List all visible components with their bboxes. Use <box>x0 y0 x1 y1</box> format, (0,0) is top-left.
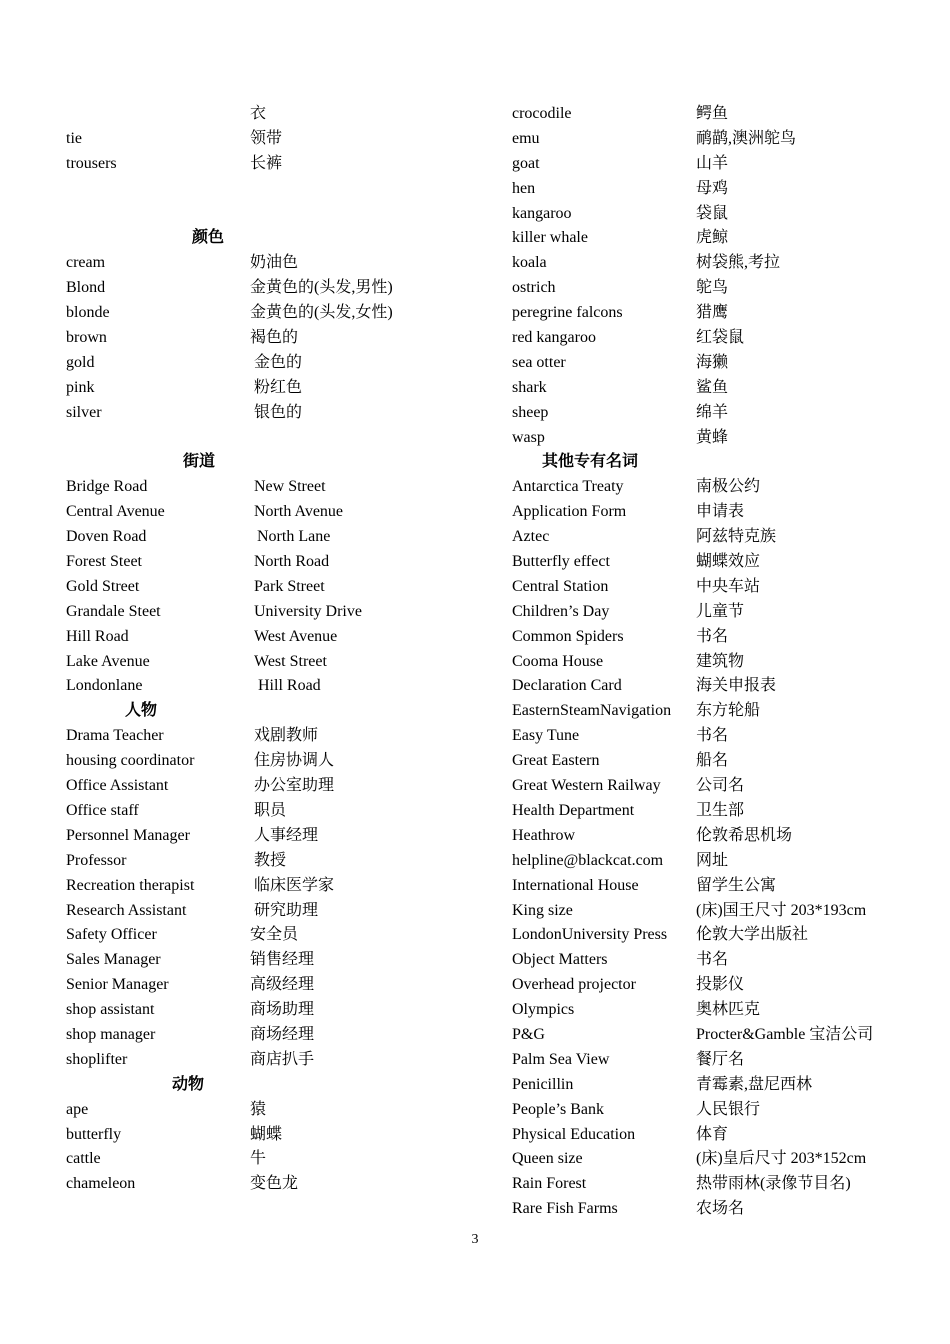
vocab-row <box>512 650 932 675</box>
chinese-term: 公司名 <box>696 777 745 795</box>
vocab-row <box>512 1098 932 1123</box>
chinese-term: 教授 <box>254 851 287 869</box>
vocab-row <box>512 923 932 948</box>
chinese-term: 职员 <box>254 801 287 819</box>
chinese-term: 南极公约 <box>696 478 761 496</box>
vocab-row <box>66 874 466 899</box>
chinese-term: New Street <box>254 478 326 496</box>
chinese-term: 船名 <box>696 752 729 770</box>
english-term: Aztec <box>512 528 550 546</box>
english-term: tie <box>66 129 82 147</box>
english-term: Rain Forest <box>512 1175 587 1193</box>
english-term: sea otter <box>512 353 566 371</box>
english-term: Doven Road <box>66 528 147 546</box>
english-term: Easy Tune <box>512 727 580 745</box>
chinese-term: 伦敦希思机场 <box>696 826 793 844</box>
chinese-term: 褐色的 <box>250 329 299 347</box>
english-term: crocodile <box>512 105 572 122</box>
vocab-row <box>512 600 932 625</box>
english-term: hen <box>512 179 536 197</box>
right-column <box>512 102 932 1222</box>
english-term: Forest Steet <box>66 553 142 571</box>
english-term: Recreation therapist <box>66 876 195 894</box>
vocab-row <box>512 824 932 849</box>
english-term: koala <box>512 254 547 272</box>
english-term: People’s Bank <box>512 1100 604 1118</box>
english-term: brown <box>66 329 107 347</box>
vocab-row <box>66 1023 466 1048</box>
chinese-term: 书名 <box>696 951 729 969</box>
vocab-row <box>66 724 466 749</box>
vocab-row <box>512 1073 932 1098</box>
chinese-term: West Avenue <box>254 627 338 645</box>
english-term: Research Assistant <box>66 901 187 919</box>
english-term: Londonlane <box>66 677 143 695</box>
vocab-row <box>512 351 932 376</box>
english-term: trousers <box>66 154 117 172</box>
vocab-row <box>512 1048 932 1073</box>
vocab-row <box>512 177 932 202</box>
chinese-term: 蝴蝶效应 <box>696 553 761 571</box>
english-term: Safety Officer <box>66 926 157 944</box>
vocab-row <box>512 849 932 874</box>
chinese-term: 虎鲸 <box>696 229 729 247</box>
chinese-term: 猎鹰 <box>696 304 729 322</box>
vocab-row <box>512 301 932 326</box>
vocab-row <box>512 475 932 500</box>
chinese-term: 衣 <box>250 105 267 122</box>
vocab-row <box>512 998 932 1023</box>
english-term: shop manager <box>66 1025 156 1043</box>
vocab-row <box>512 724 932 749</box>
chinese-term: 鳄鱼 <box>696 105 729 122</box>
english-term: red kangaroo <box>512 329 596 347</box>
english-term: Penicillin <box>512 1075 574 1093</box>
chinese-term: 奥林匹克 <box>696 1001 761 1019</box>
english-term: gold <box>66 353 95 371</box>
chinese-term: 安全员 <box>250 926 299 944</box>
vocab-row <box>66 774 466 799</box>
english-term: Rare Fish Farms <box>512 1200 618 1218</box>
english-term: Grandale Steet <box>66 602 161 620</box>
vocab-row <box>66 500 466 525</box>
chinese-term: 卫生部 <box>696 801 745 819</box>
english-term: helpline@blackcat.com <box>512 851 664 869</box>
vocab-row <box>66 824 466 849</box>
section-heading-row <box>66 226 466 251</box>
english-term: pink <box>66 378 95 396</box>
chinese-term: North Avenue <box>254 503 344 521</box>
english-term: Great Western Railway <box>512 777 661 795</box>
chinese-term: 农场名 <box>696 1200 745 1218</box>
chinese-term: 鲨鱼 <box>696 378 729 396</box>
chinese-term: 金色的 <box>254 353 303 371</box>
vocab-row <box>66 525 466 550</box>
vocab-row <box>512 376 932 401</box>
chinese-term: 书名 <box>696 727 729 745</box>
vocab-row <box>66 326 466 351</box>
chinese-term: 住房协调人 <box>254 752 335 770</box>
english-term: ostrich <box>512 279 556 297</box>
english-term: King size <box>512 901 573 919</box>
english-term: silver <box>66 403 102 421</box>
chinese-term: 树袋熊,考拉 <box>696 254 781 272</box>
chinese-term: 蝴蝶 <box>250 1125 283 1143</box>
english-term: Lake Avenue <box>66 652 150 670</box>
english-term: Hill Road <box>66 627 129 645</box>
english-term: shoplifter <box>66 1050 128 1068</box>
english-term: Bridge Road <box>66 478 148 496</box>
chinese-term: 热带雨林(录像节目名) <box>696 1175 851 1193</box>
vocab-row <box>66 276 466 301</box>
vocab-row <box>512 1197 932 1222</box>
chinese-term: 商场经理 <box>250 1025 315 1043</box>
section-heading-row <box>66 1073 466 1098</box>
vocab-row <box>512 226 932 251</box>
vocab-row <box>66 674 466 699</box>
vocab-row <box>512 550 932 575</box>
left-column <box>66 102 466 1197</box>
chinese-term: 变色龙 <box>250 1175 299 1193</box>
vocab-row <box>66 575 466 600</box>
english-term: P&G <box>512 1025 545 1043</box>
vocab-row <box>66 127 466 152</box>
vocab-row <box>512 401 932 426</box>
vocab-row <box>66 401 466 426</box>
chinese-term: 银色的 <box>254 403 303 421</box>
vocab-row <box>66 749 466 774</box>
english-term: Object Matters <box>512 951 608 969</box>
vocab-row <box>512 699 932 724</box>
vocab-row <box>512 749 932 774</box>
blank-row <box>66 177 466 202</box>
section-heading: 人物 <box>125 702 158 720</box>
vocab-row <box>512 899 932 924</box>
vocab-row <box>66 251 466 276</box>
english-term: Senior Manager <box>66 976 169 994</box>
chinese-term: 儿童节 <box>696 602 745 620</box>
blank-row <box>66 202 466 227</box>
vocab-row <box>512 127 932 152</box>
english-term: emu <box>512 129 540 147</box>
chinese-term: 鸵鸟 <box>696 279 729 297</box>
vocab-row <box>512 774 932 799</box>
chinese-term: 长裤 <box>250 154 283 172</box>
vocab-row <box>512 625 932 650</box>
english-term: cream <box>66 254 106 272</box>
english-term: Professor <box>66 851 127 869</box>
section-heading-row <box>512 450 932 475</box>
vocab-row <box>66 799 466 824</box>
english-term: Great Eastern <box>512 752 600 770</box>
english-term: LondonUniversity Press <box>512 926 668 944</box>
chinese-term: 东方轮船 <box>696 702 761 720</box>
english-term: shark <box>512 378 547 396</box>
vocab-row <box>512 575 932 600</box>
vocab-row <box>66 1098 466 1123</box>
chinese-term: 黄蜂 <box>696 428 729 446</box>
english-term: Heathrow <box>512 826 576 844</box>
english-term: blonde <box>66 304 110 322</box>
english-term: Olympics <box>512 1001 575 1019</box>
english-term: Declaration Card <box>512 677 622 695</box>
english-term: butterfly <box>66 1125 122 1143</box>
chinese-term: West Street <box>254 652 327 670</box>
vocab-row <box>512 102 932 127</box>
vocab-row <box>66 849 466 874</box>
vocab-row <box>66 1048 466 1073</box>
vocab-row <box>66 998 466 1023</box>
vocab-row <box>512 525 932 550</box>
vocab-row <box>512 152 932 177</box>
english-term: shop assistant <box>66 1001 155 1019</box>
chinese-term: 体育 <box>696 1125 729 1143</box>
chinese-term: 牛 <box>250 1150 267 1168</box>
section-heading-row <box>66 450 466 475</box>
chinese-term: 餐厅名 <box>696 1050 745 1068</box>
chinese-term: 人事经理 <box>254 826 319 844</box>
chinese-term: Hill Road <box>258 677 321 695</box>
chinese-term: 中央车站 <box>696 577 761 595</box>
vocab-row <box>66 351 466 376</box>
chinese-term: 山羊 <box>696 154 729 172</box>
english-term: Cooma House <box>512 652 604 670</box>
chinese-term: (床)皇后尺寸 203*152cm <box>696 1150 867 1168</box>
english-term: wasp <box>512 428 545 446</box>
chinese-term: 书名 <box>696 627 729 645</box>
vocab-row <box>512 1172 932 1197</box>
vocab-row <box>512 1123 932 1148</box>
vocab-row <box>66 1147 466 1172</box>
chinese-term: Park Street <box>254 577 325 595</box>
vocab-row <box>66 973 466 998</box>
chinese-term: 袋鼠 <box>696 204 729 222</box>
vocab-row <box>66 550 466 575</box>
section-heading-row <box>66 699 466 724</box>
chinese-term: 鸸鹋,澳洲鸵鸟 <box>696 129 797 147</box>
vocab-row <box>512 948 932 973</box>
chinese-term: 奶油色 <box>250 254 299 272</box>
chinese-term: 网址 <box>696 851 729 869</box>
section-heading: 街道 <box>183 453 216 471</box>
english-term: Overhead projector <box>512 976 636 994</box>
section-heading: 动物 <box>172 1075 205 1093</box>
vocab-row <box>66 1123 466 1148</box>
chinese-term: (床)国王尺寸 203*193cm <box>696 901 867 919</box>
english-term: Children’s Day <box>512 602 610 620</box>
english-term: EasternSteamNavigation <box>512 702 672 720</box>
chinese-term: 销售经理 <box>250 951 315 969</box>
chinese-term: 金黄色的(头发,男性) <box>250 279 393 297</box>
english-term: goat <box>512 154 540 172</box>
vocab-row <box>512 1023 932 1048</box>
vocab-row <box>512 1147 932 1172</box>
vocab-row <box>512 276 932 301</box>
vocab-row <box>66 923 466 948</box>
english-term: Physical Education <box>512 1125 636 1143</box>
section-heading: 颜色 <box>192 229 225 247</box>
blank-row <box>66 426 466 451</box>
chinese-term: University Drive <box>254 602 362 620</box>
english-term: Common Spiders <box>512 627 624 645</box>
vocab-row <box>512 874 932 899</box>
chinese-term: 粉红色 <box>254 378 303 396</box>
english-term: Blond <box>66 279 106 297</box>
english-term: cattle <box>66 1150 101 1168</box>
vocab-row <box>66 1172 466 1197</box>
chinese-term: 海獭 <box>696 353 729 371</box>
section-heading: 其他专有名词 <box>542 453 639 471</box>
chinese-term: 猿 <box>250 1100 267 1118</box>
english-term: Gold Street <box>66 577 140 595</box>
vocab-row <box>512 202 932 227</box>
vocab-row <box>66 600 466 625</box>
chinese-term: 商场助理 <box>250 1001 315 1019</box>
vocab-row <box>66 650 466 675</box>
english-term: Sales Manager <box>66 951 161 969</box>
chinese-term: North Lane <box>257 528 331 546</box>
english-term: Butterfly effect <box>512 553 610 571</box>
chinese-term: North Road <box>254 553 330 571</box>
chinese-term: 伦敦大学出版社 <box>696 926 809 944</box>
vocab-row <box>512 251 932 276</box>
chinese-term: 领带 <box>250 129 283 147</box>
vocab-row <box>66 301 466 326</box>
vocab-row <box>66 625 466 650</box>
vocab-row <box>512 799 932 824</box>
english-term: housing coordinator <box>66 752 195 770</box>
vocab-row <box>512 500 932 525</box>
vocab-row <box>512 426 932 451</box>
english-term: Personnel Manager <box>66 826 190 844</box>
chinese-term: 绵羊 <box>696 403 729 421</box>
chinese-term: 研究助理 <box>254 901 319 919</box>
english-term: killer whale <box>512 229 588 247</box>
english-term: Central Avenue <box>66 503 165 521</box>
chinese-term: 商店扒手 <box>250 1050 315 1068</box>
english-term: Antarctica Treaty <box>512 478 624 496</box>
chinese-term: 金黄色的(头发,女性) <box>250 304 393 322</box>
english-term: Palm Sea View <box>512 1050 610 1068</box>
vocab-row <box>66 102 466 127</box>
chinese-term: 海关申报表 <box>696 677 777 695</box>
chinese-term: 申请表 <box>696 503 745 521</box>
chinese-term: 临床医学家 <box>254 876 335 894</box>
vocab-row <box>512 326 932 351</box>
vocab-row <box>66 376 466 401</box>
english-term: Office staff <box>66 801 139 819</box>
english-term: Office Assistant <box>66 777 169 795</box>
english-term: Central Station <box>512 577 609 595</box>
vocab-row <box>66 475 466 500</box>
chinese-term: 阿兹特克族 <box>696 528 777 546</box>
vocab-row <box>66 899 466 924</box>
english-term: peregrine falcons <box>512 304 623 322</box>
chinese-term: 红袋鼠 <box>696 329 745 347</box>
chinese-term: 高级经理 <box>250 976 315 994</box>
english-term: kangaroo <box>512 204 572 222</box>
vocab-row <box>66 948 466 973</box>
english-term: Health Department <box>512 801 635 819</box>
page-number: 3 <box>471 1232 479 1247</box>
english-term: sheep <box>512 403 549 421</box>
vocab-row <box>66 152 466 177</box>
english-term: Application Form <box>512 503 627 521</box>
chinese-term: 留学生公寓 <box>696 876 777 894</box>
vocab-row <box>512 674 932 699</box>
english-term: ape <box>66 1100 89 1118</box>
chinese-term: 人民银行 <box>696 1100 761 1118</box>
vocab-row <box>512 973 932 998</box>
english-term: chameleon <box>66 1175 136 1193</box>
chinese-term: 投影仪 <box>696 976 745 994</box>
chinese-term: Procter&Gamble 宝洁公司 <box>696 1025 874 1043</box>
chinese-term: 戏剧教师 <box>254 727 319 745</box>
chinese-term: 青霉素,盘尼西林 <box>696 1075 813 1093</box>
english-term: International House <box>512 876 639 894</box>
english-term: Queen size <box>512 1150 583 1168</box>
chinese-term: 办公室助理 <box>254 777 335 795</box>
english-term: Drama Teacher <box>66 727 164 745</box>
chinese-term: 母鸡 <box>696 179 729 197</box>
chinese-term: 建筑物 <box>696 652 745 670</box>
